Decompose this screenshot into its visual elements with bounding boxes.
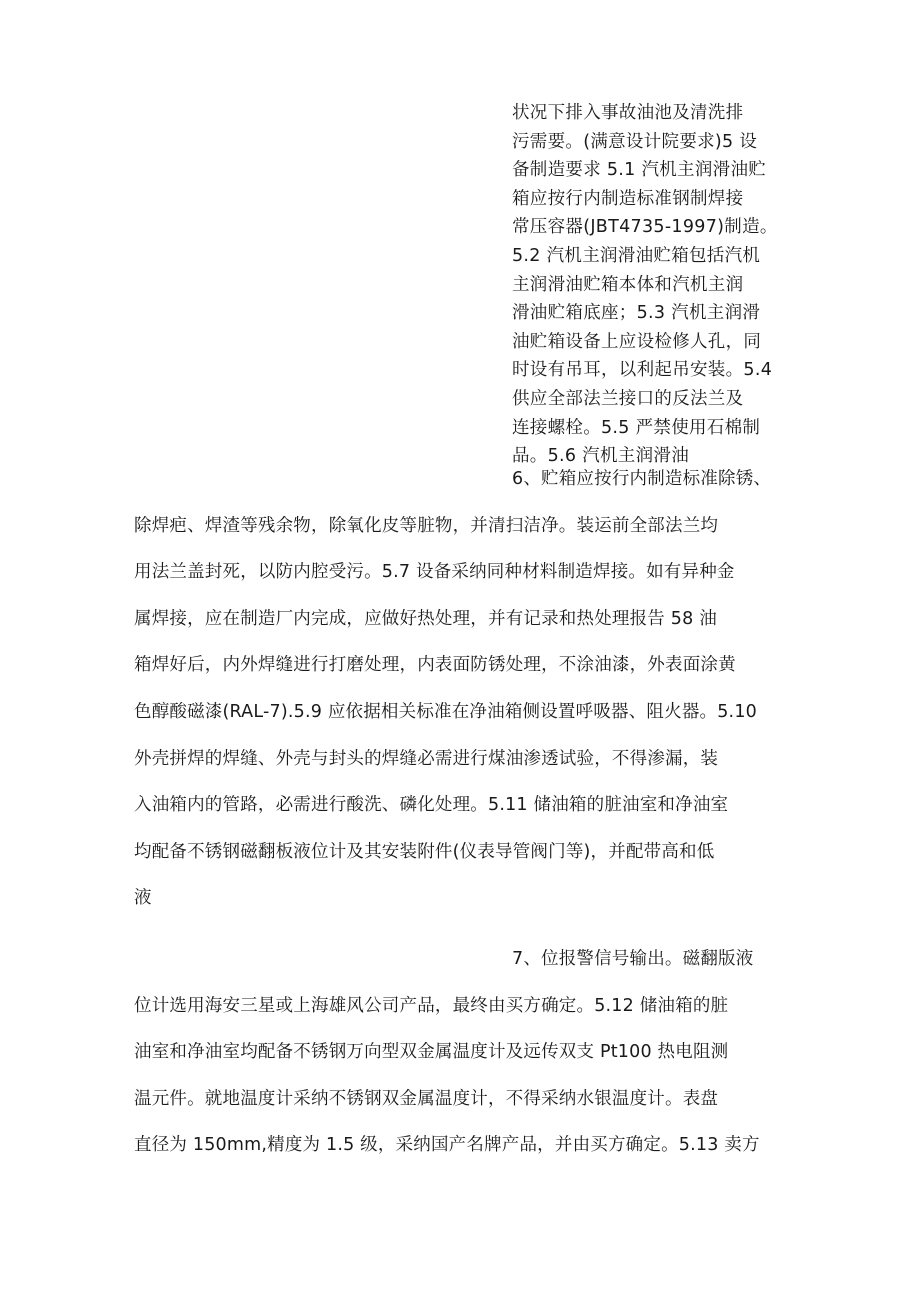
text-line: 除焊疤、焊渣等残余物，除氧化皮等脏物，并清扫洁净。装运前全部法兰均 xyxy=(134,515,719,536)
text-line: 滑油贮箱底座；5.3 汽机主润滑 xyxy=(512,303,761,324)
text-line: 箱焊好后，内外焊缝进行打磨处理，内表面防锈处理，不涂油漆，外表面涂黄 xyxy=(134,655,736,676)
text-line: 状况下排入事故油池及清洗排 xyxy=(512,103,744,123)
text-line: 油室和净油室均配备不锈钢万向型双金属温度计及远传双支 Pt100 热电阻测 xyxy=(134,1042,729,1063)
paragraph-section-7 xyxy=(134,936,800,1169)
text-line: 直径为 150mm,精度为 1.5 级，采纳国产名牌产品，并由买方确定。5.13 卖方 xyxy=(134,1135,760,1156)
text-line: 主润滑油贮箱本体和汽机主润 xyxy=(512,274,744,295)
text-line: 污需要。(满意设计院要求)5 设 xyxy=(512,131,758,152)
text-line: 位计选用海安三星或上海雄风公司产品，最终由买方确定。5.12 储油箱的脏 xyxy=(134,995,729,1016)
text-line: 时设有吊耳，以利起吊安装。5.4 xyxy=(512,360,773,381)
text-line: 入油箱内的管路，必需进行酸洗、磷化处理。5.11 储油箱的脏油室和净油室 xyxy=(134,795,729,816)
text-line: 连接螺栓。5.5 严禁使用石棉制 xyxy=(512,417,761,438)
text-line: 品。5.6 汽机主润滑油 xyxy=(512,446,689,467)
text-line: 色醇酸磁漆(RAL-7).5.9 应依据相关标准在净油箱侧设置呼吸器、阻火器。5.10 xyxy=(134,701,757,722)
text-line: 用法兰盖封死，以防内腔受污。5.7 设备采纳同种材料制造焊接。如有异种金 xyxy=(134,562,735,583)
text-line: 属焊接，应在制造厂内完成，应做好热处理，并有记录和热处理报告 58 油 xyxy=(134,608,717,629)
paragraph-heading-line: 6、贮箱应按行内制造标准除锈、 xyxy=(512,469,772,489)
paragraph-section-6 xyxy=(134,456,800,922)
text-line: 5.2 汽机主润滑油贮箱包括汽机 xyxy=(512,245,761,266)
text-line: 常压容器(JBT4735-1997)制造。 xyxy=(512,217,778,238)
text-line: 备制造要求 5.1 汽机主润滑油贮 xyxy=(512,160,767,181)
text-line: 均配备不锈钢磁翻板液位计及其安装附件(仪表导管阀门等)，并配带高和低 xyxy=(134,841,715,862)
text-line: 液 xyxy=(134,888,152,909)
text-line: 油贮箱设备上应设检修人孔，同 xyxy=(512,331,762,352)
text-line: 温元件。就地温度计采纳不锈钢双金属温度计，不得采纳水银温度计。表盘 xyxy=(134,1088,719,1109)
text-line: 供应全部法兰接口的反法兰及 xyxy=(512,388,744,409)
text-line: 箱应按行内制造标准钢制焊接 xyxy=(512,188,744,209)
paragraph-narrow-column xyxy=(512,99,802,471)
text-line: 外壳拼焊的焊缝、外壳与封头的焊缝必需进行煤油渗透试验，不得渗漏，装 xyxy=(134,748,719,769)
paragraph-heading-line: 7、位报警信号输出。磁翻版液 xyxy=(512,949,754,969)
